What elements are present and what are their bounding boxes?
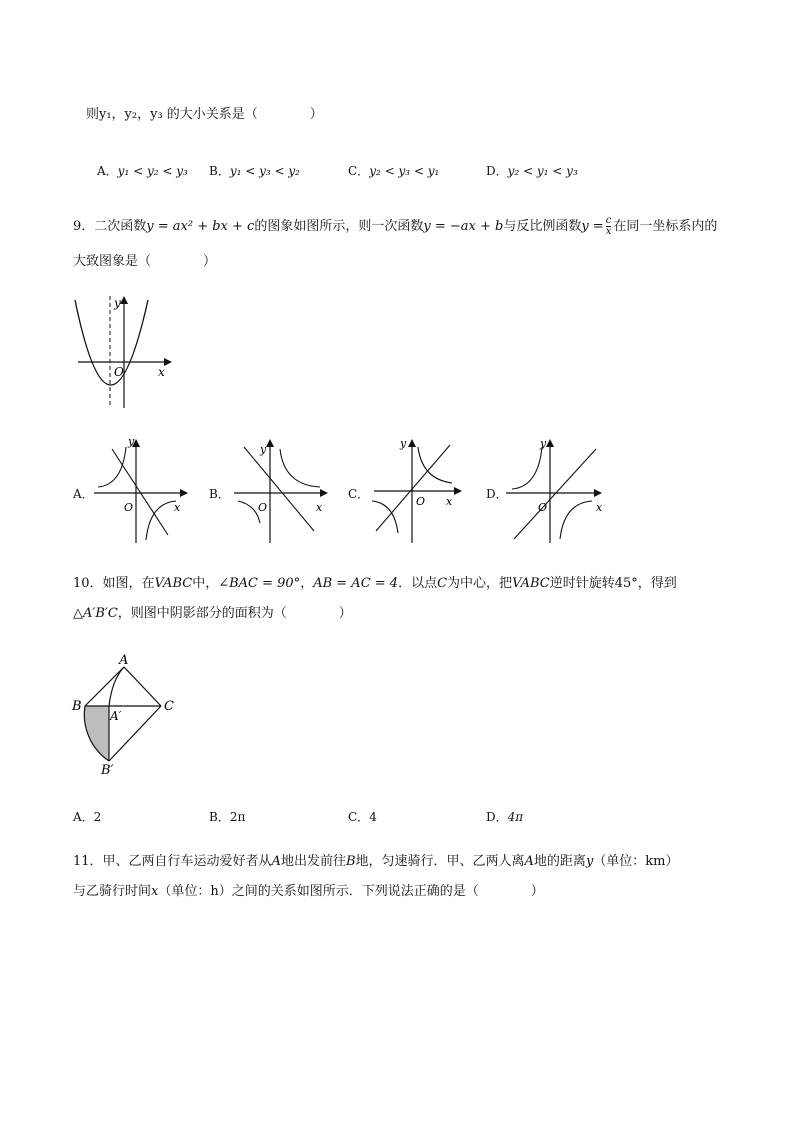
- q10-text-f: ，得到: [637, 576, 677, 591]
- q10-label-a: A: [119, 653, 129, 668]
- q9-b-origin-label: O: [258, 501, 268, 514]
- option-label: C．: [348, 810, 370, 824]
- option-text: 2π: [229, 810, 246, 824]
- q10-triangle-1: VABC: [154, 576, 193, 591]
- q9-d-y-label: y: [540, 437, 547, 450]
- q9-option-b-label[interactable]: B．: [209, 487, 230, 501]
- q10-triangle-3: △A′B′C: [73, 606, 118, 621]
- q10-option-d[interactable]: [486, 808, 523, 825]
- q10-option-c[interactable]: [348, 808, 377, 825]
- q10-triangle-2: VABC: [512, 576, 550, 591]
- q9-option-c-graph[interactable]: [368, 435, 468, 545]
- q10-text-g: ，则图中阴影部分的面积为（ ）: [117, 606, 352, 621]
- q11-text-g: （单位：h）之间的关系如图所示．下列说法正确的是（ ）: [158, 884, 544, 899]
- q10-sep: ，: [300, 576, 314, 591]
- q9-text-b: 的图象如图所示，则一次函数: [254, 219, 424, 234]
- q9-text-c: 与反比例函数: [503, 219, 582, 234]
- q10-label-b: B: [72, 699, 82, 714]
- option-label: D．: [486, 164, 508, 178]
- q9-b-y-label: y: [260, 443, 267, 456]
- q10-rotation-figure: [70, 650, 190, 780]
- q8-option-d[interactable]: [486, 162, 578, 179]
- q9-d-x-label: x: [596, 501, 603, 514]
- q8-option-b[interactable]: [209, 162, 300, 179]
- option-label: B．: [209, 164, 230, 178]
- option-label: A．: [73, 810, 94, 824]
- q9-option-b-graph[interactable]: [228, 435, 328, 545]
- q11-text-e: （单位：km）: [593, 854, 679, 869]
- q9-stem-line2: 大致图象是（ ）: [73, 254, 217, 269]
- q10-text-a: 10．如图，在: [73, 576, 155, 591]
- q11-point-a2: A: [524, 854, 534, 869]
- q9-option-a-graph[interactable]: [88, 435, 188, 545]
- q9-c-origin-label: O: [416, 495, 426, 508]
- q9-axis-y-label: y: [114, 296, 121, 310]
- q9-a-x-label: x: [174, 501, 181, 514]
- q9-eq-inverse: [581, 215, 613, 237]
- q10-stem-line2: [73, 605, 352, 623]
- q9-c-x-label: x: [446, 495, 453, 508]
- q11-text-a: 11．甲、乙两自行车运动爱好者从: [73, 854, 272, 869]
- option-text: y₂ < y₃ < y₁: [369, 164, 440, 178]
- q9-text-a: 9．二次函数: [73, 219, 147, 234]
- option-label: C．: [348, 164, 370, 178]
- option-text: y₁ < y₂ < y₃: [117, 164, 188, 178]
- q11-stem-line1: [73, 853, 679, 871]
- q10-text-c: ．以点: [398, 576, 438, 591]
- option-text: 4: [369, 810, 377, 824]
- q9-axis-x-label: x: [158, 365, 165, 379]
- q9-a-y-label: y: [128, 435, 135, 448]
- q11-point-a: A: [271, 854, 281, 869]
- q10-option-a[interactable]: [73, 808, 101, 825]
- q10-label-c: C: [164, 699, 174, 714]
- option-text: y₁ < y₃ < y₂: [229, 164, 300, 178]
- q9-eq-quadratic: y = ax² + bx + c: [146, 219, 255, 234]
- q10-stem-line1: [73, 575, 677, 593]
- q11-var-y: y: [585, 854, 594, 869]
- q9-eq-inverse-lhs: y =: [581, 219, 604, 234]
- q10-angle: ∠BAC = 90°: [218, 576, 301, 591]
- option-text: 2: [93, 810, 102, 824]
- option-label: B．: [209, 810, 230, 824]
- option-label: D．: [486, 810, 508, 824]
- q10-point-c: C: [437, 576, 448, 591]
- q10-text-d: 为中心，把: [447, 576, 513, 591]
- q9-a-origin-label: O: [124, 501, 134, 514]
- q9-eq-inverse-den: x: [605, 226, 612, 237]
- q8-stem: 则y₁，y₂，y₃ 的大小关系是（ ）: [86, 107, 323, 122]
- q8-option-a[interactable]: [97, 162, 188, 179]
- q11-text-d: 地的距离: [533, 854, 586, 869]
- q9-option-c-label[interactable]: C．: [348, 487, 370, 501]
- option-label: A．: [97, 164, 118, 178]
- q11-stem-line2: [73, 883, 544, 901]
- q10-text-e: 逆时针旋转: [549, 576, 615, 591]
- q9-origin-label: O: [114, 365, 124, 379]
- q10-option-b[interactable]: [209, 808, 245, 825]
- q8-option-c[interactable]: [348, 162, 439, 179]
- q9-stem-line1: [73, 216, 717, 237]
- option-text: 4π: [507, 810, 524, 824]
- q9-b-x-label: x: [316, 501, 323, 514]
- q9-option-a-label[interactable]: A．: [73, 487, 94, 501]
- q10-text-b: 中，: [192, 576, 219, 591]
- q9-eq-inverse-num: c: [605, 215, 612, 226]
- q10-eq: AB = AC = 4: [313, 576, 399, 591]
- option-text: y₂ < y₁ < y₃: [507, 164, 578, 178]
- q10-label-b-prime: B′: [101, 763, 114, 778]
- q9-eq-linear: y = −ax + b: [423, 219, 504, 234]
- q11-text-b: 地出发前往: [280, 854, 346, 869]
- q11-var-x: x: [151, 884, 159, 899]
- q9-option-d-label[interactable]: D．: [486, 487, 508, 501]
- q11-point-b: B: [345, 854, 356, 869]
- q9-text-d: 在同一坐标系内的: [613, 219, 718, 234]
- q9-option-d-graph[interactable]: [500, 435, 610, 545]
- q9-d-origin-label: O: [538, 501, 548, 514]
- q9-parabola-figure: [70, 290, 180, 410]
- q11-text-c: 地，匀速骑行．甲、乙两人离: [355, 854, 525, 869]
- q10-degree: 45°: [614, 576, 638, 591]
- q10-label-a-prime: A′: [110, 709, 122, 723]
- q11-text-f: 与乙骑行时间: [73, 884, 152, 899]
- q9-c-y-label: y: [400, 437, 407, 450]
